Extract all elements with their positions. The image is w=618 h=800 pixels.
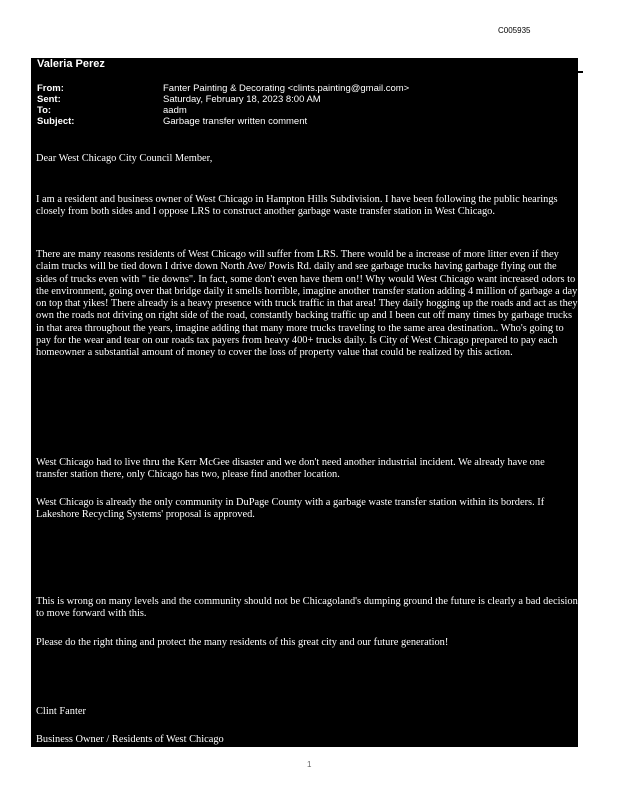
- to-label: To:: [37, 105, 52, 116]
- paragraph-1: I am a resident and business owner of West Chicago in Hampton Hills Subdivision. I have been following the public hearings closely from both sides and I oppose LRS to construct another garbage waste transfer station in West Chicago.: [36, 194, 558, 218]
- header-rule: [560, 71, 583, 73]
- sent-value: Saturday, February 18, 2023 8:00 AM: [163, 94, 321, 105]
- signature-name: Clint Fanter: [36, 706, 86, 717]
- paragraph-2: There are many reasons residents of West Chicago will suffer from LRS. There would be a increase of more litter even if they claim trucks will be tied down I drive down North Ave/ Powis Rd. daily and see garbage trucks having garbage flying out the sides of trucks even with " tie downs". In fact, some don't even have them on!! Why would West Chicago want increased odors to the environment, going over that bridge daily it smells horrible, imagine another transfer station adding 4 million of garbage a day on top that yikes! There already is a heavy presence with truck traffic in that area! They daily hogging up the roads and act as they own the roads not driving on right side of the road, constantly backing traffic up and I been cut off many times by garbage trucks in that area throughout the years, imagine adding that many more trucks traveling to the same area destination.. Who's going to pay for the wear and tear on our roads tax payers from heavy 400+ trucks daily. Is City of West Chicago prepared to pay each homeowner a substantial amount of money to cover the loss of property value that could be realized by this action.: [36, 249, 578, 359]
- sent-label: Sent:: [37, 94, 61, 105]
- subject-value: Garbage transfer written comment: [163, 116, 308, 127]
- signature-title: Business Owner / Residents of West Chicago: [36, 734, 224, 745]
- from-value: Fanter Painting & Decorating <clints.painting@gmail.com>: [163, 83, 410, 94]
- page-number: 1: [307, 760, 312, 769]
- paragraph-6: Please do the right thing and protect the many residents of this great city and our future generation!: [36, 637, 449, 648]
- sender-name: Valeria Perez: [37, 58, 105, 70]
- to-value: aadm: [163, 105, 187, 116]
- email-body: [31, 151, 578, 747]
- paragraph-4: West Chicago is already the only community in DuPage County with a garbage waste transfer station within its borders. If Lakeshore Recycling Systems' proposal is approved.: [36, 497, 545, 521]
- paragraph-5: This is wrong on many levels and the community should not be Chicagoland's dumping ground the future is clearly a bad decision to move forward with this.: [36, 596, 578, 620]
- from-label: From:: [37, 83, 64, 94]
- subject-label: Subject:: [37, 116, 75, 127]
- greeting: Dear West Chicago City Council Member,: [36, 153, 213, 164]
- paragraph-3: West Chicago had to live thru the Kerr McGee disaster and we don't need another industrial incident. We already have one transfer station there, only Chicago has two, please find another location.: [36, 457, 545, 481]
- email-header: [31, 58, 578, 151]
- document-id: C005935: [498, 26, 531, 35]
